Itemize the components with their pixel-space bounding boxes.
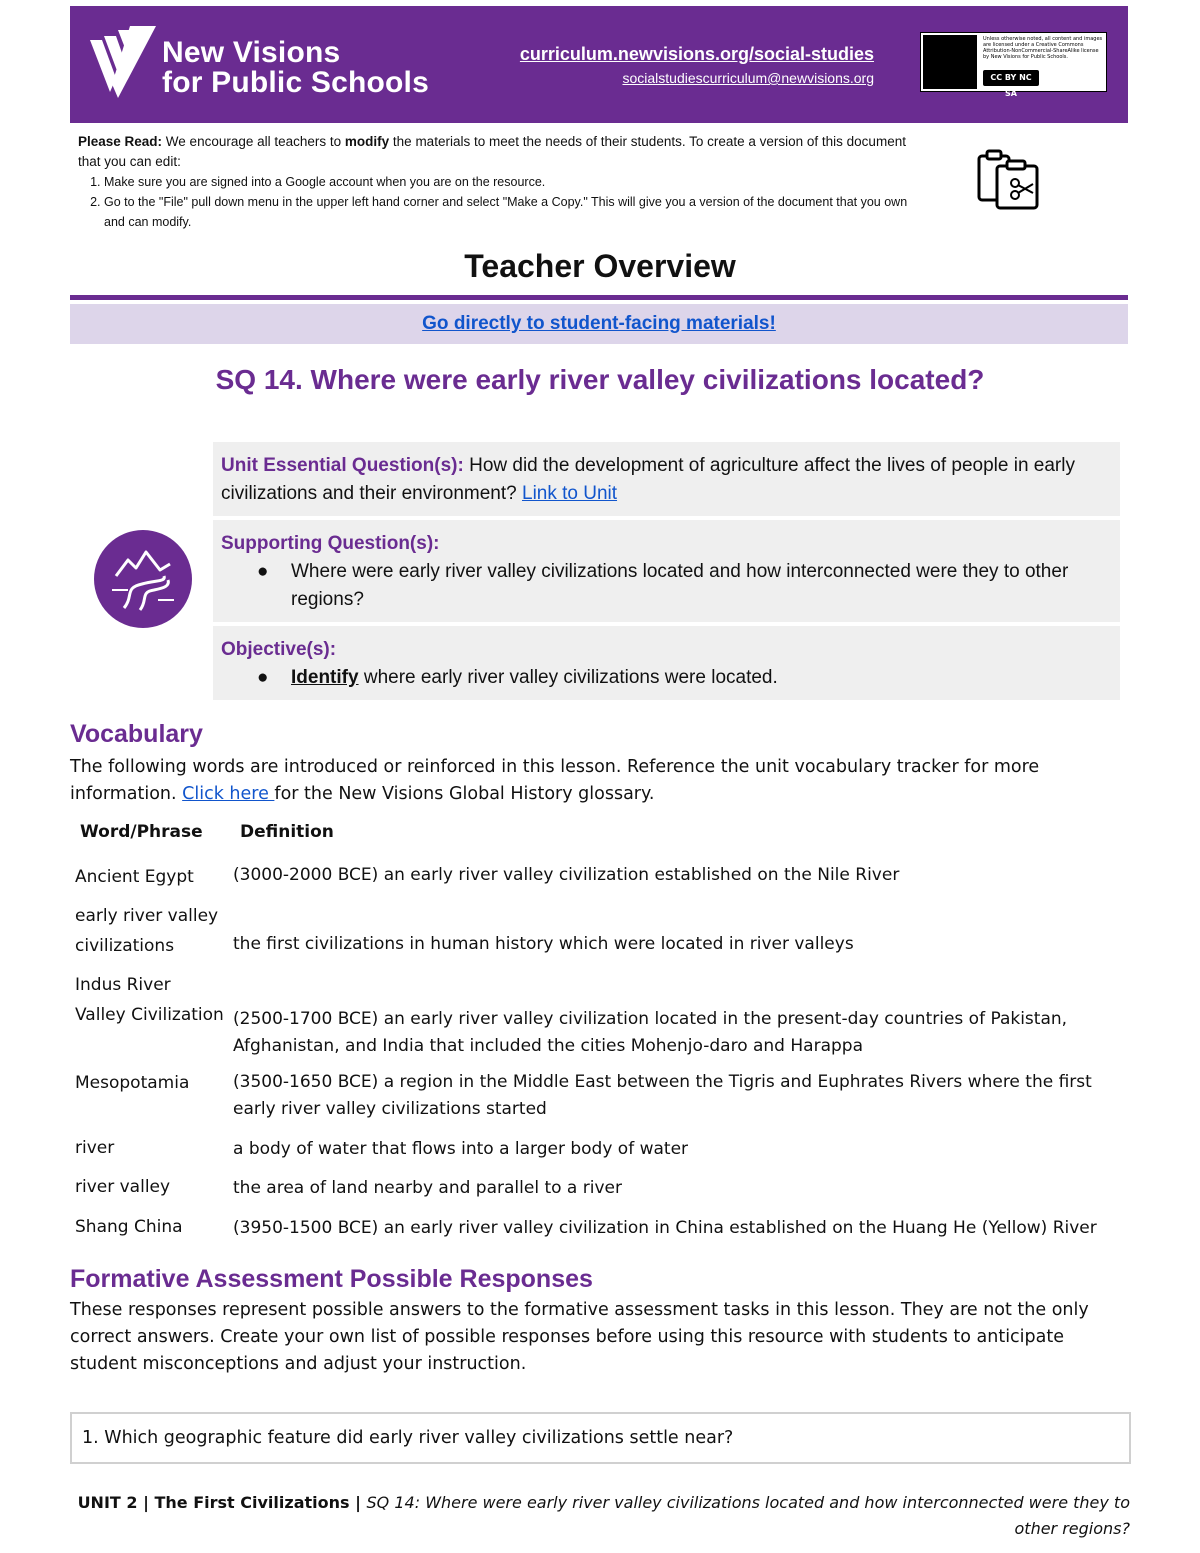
- glossary-link[interactable]: Click here: [182, 784, 275, 804]
- vocab-term: river: [75, 1138, 115, 1158]
- org-name: New Visions for Public Schools: [162, 36, 429, 99]
- supporting-question: Supporting Question(s): ● Where were early river valley civilizations located and how interconnected were they to other regions?: [213, 520, 1120, 622]
- unit-essential-question: Unit Essential Question(s): How did the development of agriculture affect the lives of people in early civilizations and their environment? Link to Unit: [213, 442, 1120, 516]
- step-item: 2. Go to the "File" pull down menu in the upper left hand corner and select "Make a Copy." This will give you a version of the document that you own and can modify.: [104, 192, 908, 232]
- formative-question: 1. Which geographic feature did early river valley civilizations settle near?: [70, 1412, 1131, 1464]
- vocab-term: Ancient Egypt: [75, 867, 194, 887]
- vocab-def: the first civilizations in human history which were located in river valleys: [233, 934, 854, 954]
- col-def-header: Definition: [240, 822, 334, 842]
- page-title: Teacher Overview: [464, 248, 736, 284]
- formative-heading: Formative Assessment Possible Responses: [70, 1265, 593, 1293]
- vocab-term: Mesopotamia: [75, 1073, 190, 1093]
- vocab-term: Shang China: [75, 1217, 183, 1237]
- license-logo-icon: [923, 35, 977, 89]
- sq-title: SQ 14. Where were early river valley civilizations located?: [215, 364, 985, 395]
- vocab-def: (3000-2000 BCE) an early river valley civilization established on the Nile River: [233, 865, 900, 885]
- vocab-def: a body of water that flows into a larger body of water: [233, 1139, 689, 1159]
- email-link[interactable]: socialstudiescurriculum@newvisions.org: [622, 70, 874, 86]
- vocab-def: (2500-1700 BCE) an early river valley civilization located in the present-day countries of Pakistan, Afghanistan, and India that included the cities Mohenjo-daro and Harappa: [233, 1009, 1068, 1056]
- vocabulary-heading: Vocabulary: [70, 720, 203, 748]
- step-item: 1. Make sure you are signed into a Google account when you are on the resource.: [104, 172, 908, 192]
- river-valley-icon: [94, 530, 192, 628]
- vocab-def: (3500-1650 BCE) a region in the Middle East between the Tigris and Euphrates Rivers where the first early river valley civilizations started: [233, 1072, 1092, 1119]
- title-divider: [70, 295, 1128, 300]
- vocabulary-intro: The following words are introduced or reinforced in this lesson. Reference the unit vocabulary tracker for more information. Click here for the New Visions Global History glossary.: [70, 757, 1040, 804]
- new-visions-logo-icon: [90, 26, 156, 98]
- license-box: [920, 32, 1107, 98]
- objective: Objective(s): ● Identify where early river valley civilizations were located.: [213, 626, 1120, 700]
- link-to-unit[interactable]: Link to Unit: [522, 483, 618, 504]
- student-materials-link[interactable]: Go directly to student-facing materials!: [422, 313, 776, 334]
- vocab-term: Indus River Valley Civilization: [75, 975, 224, 1025]
- please-read: Please Read: We encourage all teachers to modify the materials to meet the needs of their students. To create a version of this document that you can edit: 1. Make sure you are signed into a Google account when you are on the resource. 2. Go to the "File" pull down menu in the upper left hand corner and select "Make a Copy." This will give you a version of the document that you own and can modify.: [78, 132, 908, 232]
- formative-text: These responses represent possible answers to the formative assessment tasks in this lesson. They are not the only correct answers. Create your own list of possible responses before using this resource with students to anticipate student misconceptions and adjust your instruction.: [70, 1300, 1089, 1374]
- license-text: Unless otherwise noted, all content and images are licensed under a Creative Commons Attribution-NonCommercial-ShareAlike license by New Visions for Public Schools.: [983, 36, 1103, 60]
- page-footer: UNIT 2 | The First Civilizations | SQ 14: Where were early river valley civilizations located and how interconnected were they to other regions?: [77, 1493, 1130, 1538]
- site-link[interactable]: curriculum.newvisions.org/social-studies: [519, 44, 874, 64]
- vocab-def: the area of land nearby and parallel to a river: [233, 1178, 622, 1198]
- vocab-term: early river valley civilizations: [75, 906, 219, 956]
- col-word-header: Word/Phrase: [80, 822, 203, 842]
- student-materials-bar: [70, 304, 1128, 344]
- vocab-def: (3950-1500 BCE) an early river valley civilization in China established on the Huang He (Yellow) River: [233, 1218, 1097, 1238]
- clipboard-scissors-icon: [975, 148, 1045, 212]
- vocab-term: river valley: [75, 1177, 171, 1197]
- cc-badge: CC BY NC SA: [983, 70, 1039, 86]
